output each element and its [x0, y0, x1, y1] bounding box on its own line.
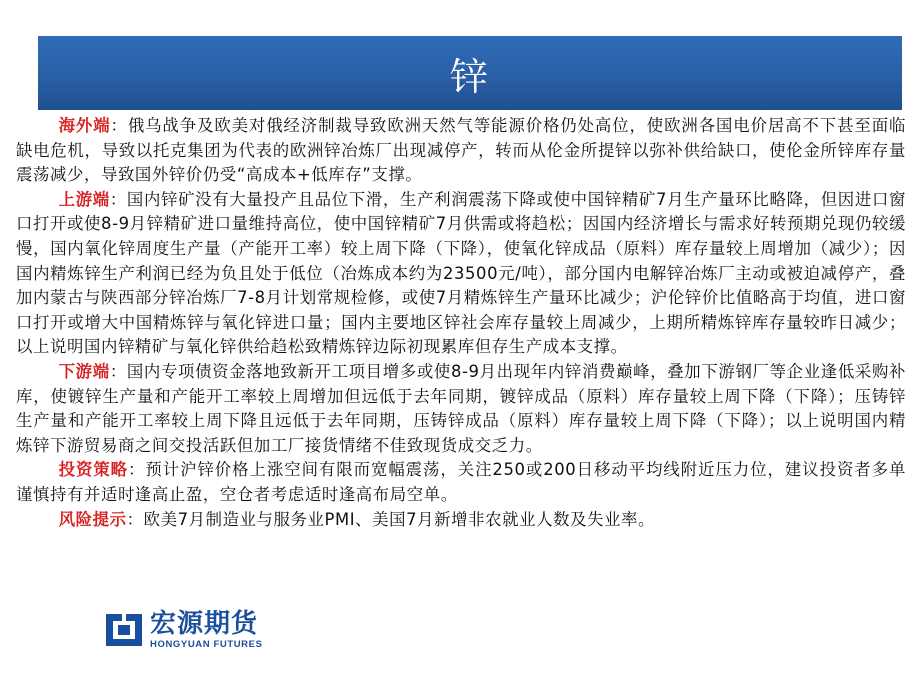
text-downstream: ：国内专项债资金落地致新开工项目增多或使8-9月出现年内锌消费巅峰，叠加下游钢厂等企业逢低采购补库，使镀锌生产量和产能开工率较上周增加但远低于去年同期，镀锌成品（原料）库存量较上周下降（下降）；压铸锌生产量和产能开工率较上周下降且远低于去年同期，压铸锌成品（原料）库存量较上周下降（下降）；以上说明国内精炼锌下游贸易商之间交投活跃但加工厂接货情绪不佳致现货成交乏力。 [16, 361, 906, 455]
text-overseas: ：俄乌战争及欧美对俄经济制裁导致欧洲天然气等能源价格仍处高位，使欧洲各国电价居高不下甚至面临缺电危机，导致以托克集团为代表的欧洲锌冶炼厂出现减停产，转而从伦金所提锌以弥补供给缺口，使伦金所锌库存量震荡减少，导致国外锌价仍受“高成本+低库存”支撑。 [16, 116, 906, 185]
paragraph-upstream [16, 188, 906, 360]
paragraph-downstream [16, 360, 906, 458]
label-upstream: 上游端 [58, 189, 110, 209]
title-banner [38, 36, 902, 110]
logo-name-en: HONGYUAN FUTURES [150, 639, 263, 650]
paragraph-strategy [16, 458, 906, 507]
slide-title: 锌 [449, 54, 490, 99]
label-downstream: 下游端 [58, 361, 110, 381]
logo-mark-icon [104, 610, 144, 650]
company-logo [104, 604, 263, 656]
paragraph-risk [16, 508, 906, 533]
label-overseas: 海外端 [58, 116, 111, 135]
logo-name-cn: 宏源期货 [150, 609, 259, 639]
label-risk: 风险提示 [58, 509, 127, 529]
label-strategy: 投资策略 [58, 460, 129, 480]
paragraph-overseas [16, 114, 906, 188]
text-strategy: ：预计沪锌价格上涨空间有限而宽幅震荡，关注250或200日移动平均线附近压力位，建议投资者多单谨慎持有并适时逢高止盈，空仓者考虑适时逢高布局空单。 [16, 460, 906, 504]
text-upstream: ：国内锌矿没有大量投产且品位下滑，生产利润震荡下降或使中国锌精矿7月生产量环比略降，但因进口窗口打开或使8-9月锌精矿进口量维持高位，使中国锌精矿7月供需或将趋松；因国内经济增长与需求好转预期兑现仍较缓慢，国内氧化锌周度生产量（产能开工率）较上周下降（下降），使氧化锌成品（原料）库存量较上周增加（减少）；因国内精炼锌生产利润已经为负且处于低位（冶炼成本约为23500元/吨），部分国内电解锌冶炼厂主动或被迫减停产，叠加内蒙古与陕西部分锌冶炼厂7-8月计划常规检修，或使7月精炼锌生产量环比减少；沪伦锌价比值略高于均值，进口窗口打开或增大中国精炼锌与氧化锌进口量；国内主要地区锌社会库存量较上周减少，上期所精炼锌库存量较昨日减少；以上说明国内锌精矿与氧化锌供给趋松致精炼锌边际初现累库但存生产成本支撑。 [16, 189, 907, 357]
slide-body [16, 114, 906, 532]
text-risk: ：欧美7月制造业与服务业PMI、美国7月新增非农就业人数及失业率。 [126, 509, 656, 529]
